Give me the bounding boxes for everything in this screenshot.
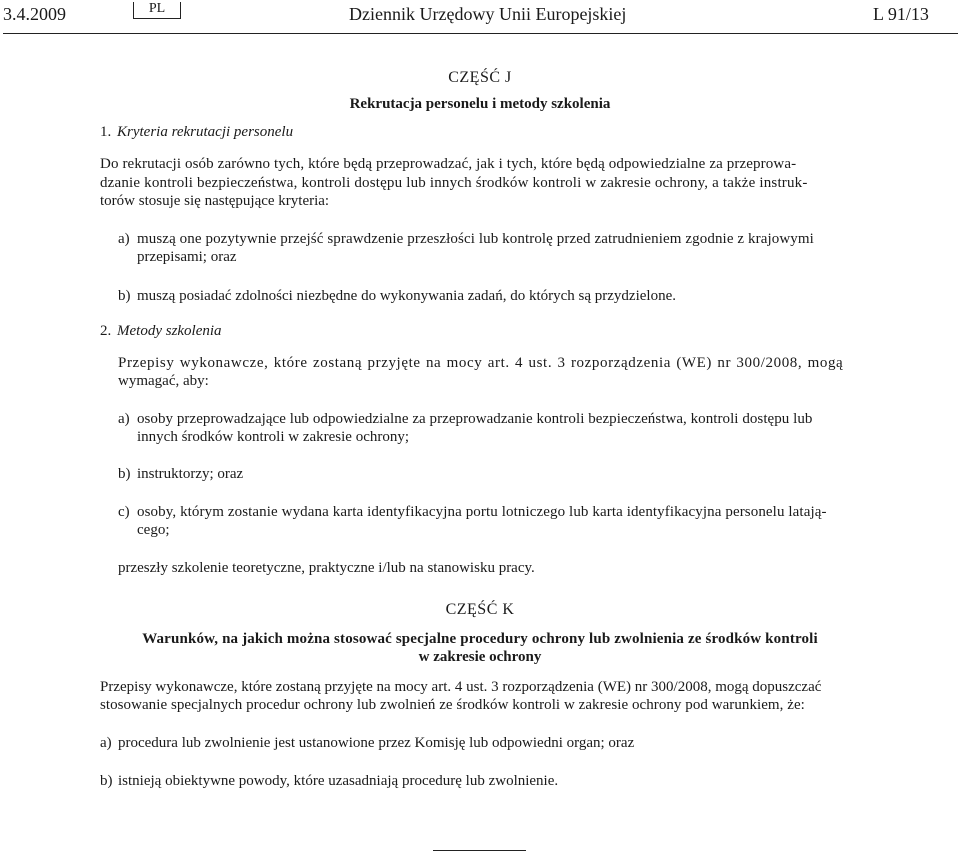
section2-closing: przeszły szkolenie teoretyczne, praktyczne i/lub na stanowisku pracy. <box>118 560 535 576</box>
text-line: procedura lub zwolnienie jest ustanowione przez Komisję lub odpowiedni organ; oraz <box>118 735 635 751</box>
text-line: stosowanie specjalnych procedur ochrony lub zwolnień ze środków kontroli w zakresie ochrony pod warunkiem, że: <box>100 697 805 713</box>
text-line: innych środków kontroli w zakresie ochrony; <box>137 429 410 445</box>
section1-title: Kryteria rekrutacji personelu <box>117 124 294 140</box>
item-label: b) <box>118 288 131 304</box>
section2-number: 2. <box>100 323 112 339</box>
page-number: L 91/13 <box>873 4 929 24</box>
item-label: b) <box>118 466 131 482</box>
text-line: wymagać, aby: <box>118 373 209 389</box>
item-label: a) <box>118 231 130 247</box>
text-line: osoby, którym zostanie wydana karta identyfikacyjna portu lotniczego lub karta identyfikacyjna personelu latają- <box>137 504 827 520</box>
text-line: torów stosuje się następujące kryteria: <box>100 193 330 209</box>
section1-number: 1. <box>100 124 112 140</box>
text-line: przepisami; oraz <box>137 249 237 265</box>
item-label: c) <box>118 504 130 520</box>
text-line: Przepisy wykonawcze, które zostaną przyjęte na mocy art. 4 ust. 3 rozporządzenia (WE) nr 300/2008, mogą dopuszczać <box>100 679 822 695</box>
part-k-heading: CZĘŚĆ K <box>445 601 515 618</box>
item-label: a) <box>118 411 130 427</box>
text-line: instruktorzy; oraz <box>137 466 244 482</box>
header-date: 3.4.2009 <box>3 4 66 24</box>
text-line: osoby przeprowadzające lub odpowiedzialne za przeprowadzanie kontroli bezpieczeństwa, kontroli dostępu lub <box>137 411 813 427</box>
section2-title: Metody szkolenia <box>117 323 222 339</box>
language-badge: PL <box>133 2 181 19</box>
journal-title: Dziennik Urzędowy Unii Europejskiej <box>349 4 627 24</box>
text-line: muszą posiadać zdolności niezbędne do wykonywania zadań, do których są przydzielone. <box>137 288 676 304</box>
part-k-title-line: Warunków, na jakich można stosować specjalne procedury ochrony lub zwolnienia ze środków kontroli <box>142 631 818 647</box>
item-label: a) <box>100 735 112 751</box>
part-j-heading: CZĘŚĆ J <box>448 69 512 86</box>
text-line: istnieją obiektywne powody, które uzasadniają procedurę lub zwolnienie. <box>118 773 559 789</box>
text-line: Do rekrutacji osób zarówno tych, które będą przeprowadzać, jak i tych, które będą odpowiedzialne za przeprowa- <box>100 156 797 172</box>
header-divider <box>3 33 958 34</box>
text-line: Przepisy wykonawcze, które zostaną przyjęte na mocy art. 4 ust. 3 rozporządzenia (WE) nr 300/2008, mogą <box>118 355 844 371</box>
part-j-title: Rekrutacja personelu i metody szkolenia <box>349 96 611 112</box>
text-line: cego; <box>137 522 170 538</box>
item-label: b) <box>100 773 113 789</box>
end-rule <box>433 850 526 851</box>
text-line: dzanie kontroli bezpieczeństwa, kontroli dostępu lub innych środków kontroli w zakresie ochrony, a także instruk- <box>100 175 808 191</box>
text-line: muszą one pozytywnie przejść sprawdzenie przeszłości lub kontrolę przed zatrudnieniem zgodnie z krajowymi <box>137 231 814 247</box>
part-k-title-line: w zakresie ochrony <box>418 649 542 665</box>
